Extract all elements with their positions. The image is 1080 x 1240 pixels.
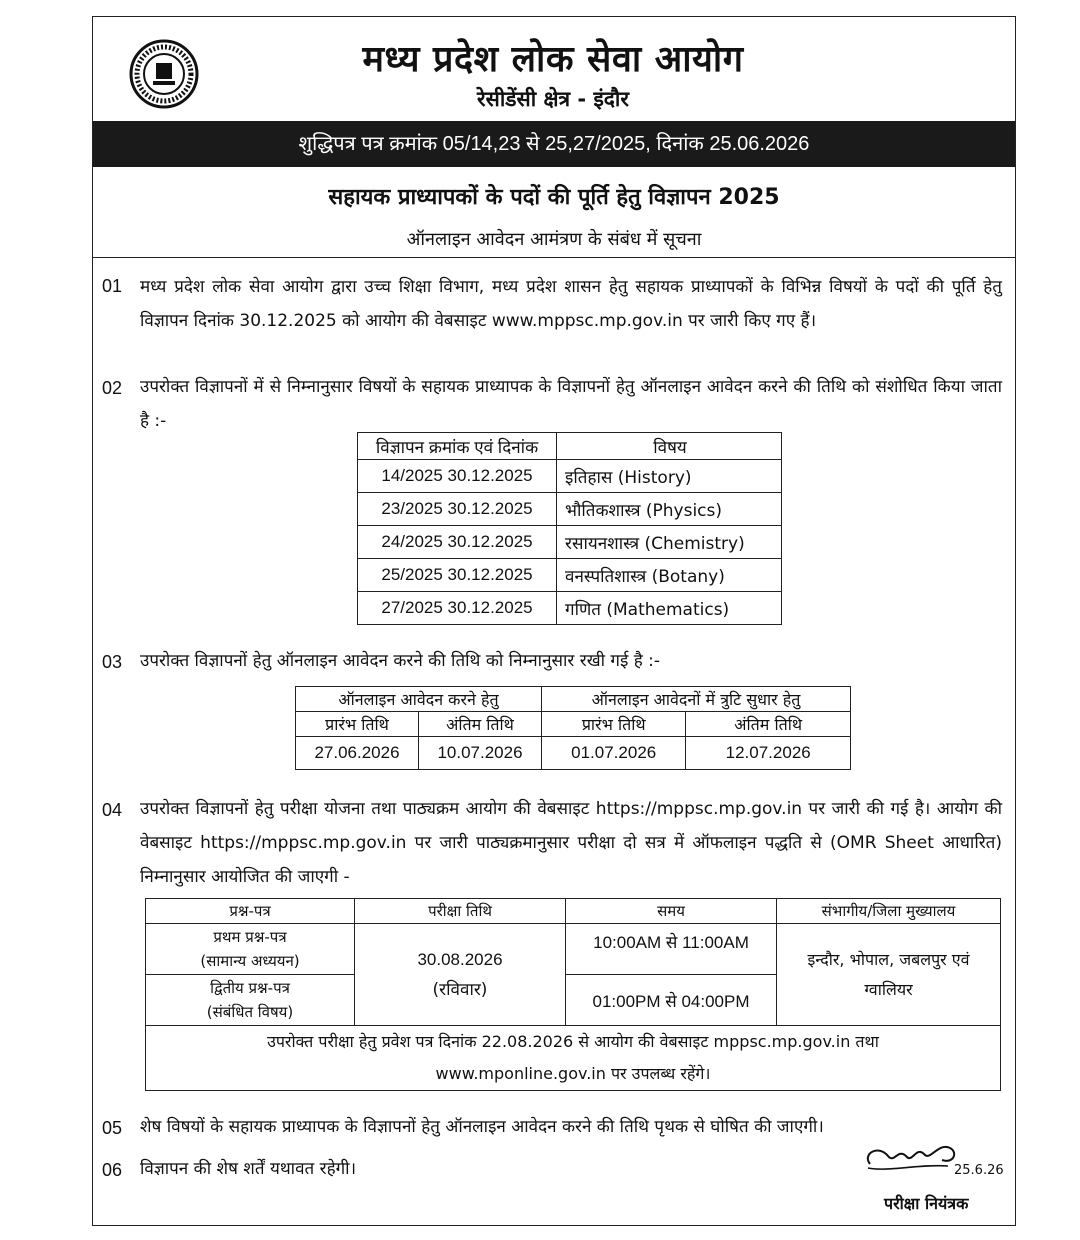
- exam-time-2: 01:00PM से 04:00PM: [566, 975, 777, 1026]
- table-cell: 25/2025 30.12.2025: [358, 559, 557, 592]
- table-row: [146, 924, 1001, 975]
- org-name: मध्य प्रदेश लोक सेवा आयोग: [362, 39, 744, 80]
- table-header: प्रारंभ तिथि: [542, 712, 686, 737]
- table-cell: भौतिकशास्त्र (Physics): [557, 493, 782, 526]
- table-cell: 27.06.2026: [296, 737, 419, 770]
- table-cell: 10.07.2026: [419, 737, 542, 770]
- exam-centres-line-2: ग्वालियर: [864, 979, 913, 999]
- paragraph-01: मध्य प्रदेश लोक सेवा आयोग द्वारा उच्च शिक्षा विभाग, मध्य प्रदेश शासन हेतु सहायक प्राध्यापकों के विभिन्न विषयों के पदों की पूर्ति हेतु विज्ञापन दिनांक 30.12.2025 को आयोग की वेबसाइट www.mppsc.mp.gov.in पर जारी किए गए हैं।: [140, 277, 1002, 331]
- table-header: समय: [566, 899, 777, 924]
- exam-day: (रविवार): [432, 979, 488, 1000]
- table-header: ऑनलाइन आवेदन करने हेतु: [296, 687, 542, 712]
- paper-2-subtitle: (संबंधित विषय): [206, 1003, 294, 1021]
- exam-centres-cell: [777, 924, 1001, 1026]
- paragraph-02: उपरोक्त विज्ञापनों में से निम्नानुसार विषयों के सहायक प्राध्यापक के विज्ञापनों हेतु ऑनलाइन आवेदन करने की तिथि को संशोधित किया जाता है :-: [140, 377, 1002, 431]
- paper-2-title: द्वितीय प्रश्न-पत्र: [210, 979, 290, 997]
- table-header: प्रश्न-पत्र: [146, 899, 355, 924]
- table-header: विषय: [557, 433, 782, 460]
- advertisement-band: [93, 167, 1015, 258]
- paragraph-05: शेष विषयों के सहायक प्राध्यापक के विज्ञापनों हेतु ऑनलाइन आवेदन करने की तिथि पृथक से घोषित की जाएगी।: [140, 1117, 824, 1137]
- signatory-designation: परीक्षा नियंत्रक: [884, 1194, 969, 1213]
- table-cell: इतिहास (History): [557, 460, 782, 493]
- table-row: [358, 592, 782, 625]
- admit-card-note-line-1: उपरोक्त परीक्षा हेतु प्रवेश पत्र दिनांक 22.08.2026 से आयोग की वेबसाइट mppsc.mp.gov.in तथा: [267, 1032, 879, 1051]
- paragraph-06: विज्ञापन की शेष शर्तें यथावत रहेगी।: [140, 1159, 357, 1179]
- paper-1-title: प्रथम प्रश्न-पत्र: [213, 928, 287, 946]
- dates-table: [295, 686, 851, 770]
- table-header-row: [296, 712, 851, 737]
- paragraph-number: 05: [102, 1118, 123, 1138]
- table-row: [296, 737, 851, 770]
- table-cell: 12.07.2026: [686, 737, 851, 770]
- corrigendum-bar: शुद्धिपत्र पत्र क्रमांक 05/14,23 से 25,27/2025, दिनांक 25.06.2026: [93, 121, 1015, 167]
- admit-card-note: [146, 1026, 1001, 1091]
- admit-card-note-line-2: www.mponline.gov.in पर उपलब्ध रहेंगे।: [435, 1064, 711, 1083]
- table-cell: रसायनशास्त्र (Chemistry): [557, 526, 782, 559]
- table-header-row: [296, 687, 851, 712]
- signature-icon: [858, 1134, 1008, 1186]
- table-cell: 23/2025 30.12.2025: [358, 493, 557, 526]
- paragraph-03: उपरोक्त विज्ञापनों हेतु ऑनलाइन आवेदन करने की तिथि को निम्नानुसार रखी गई है :-: [140, 651, 661, 671]
- advertisement-subtitle: ऑनलाइन आवेदन आमंत्रण के संबंध में सूचना: [406, 229, 702, 250]
- signature-date: 25.6.26: [954, 1163, 1004, 1178]
- table-header: अंतिम तिथि: [419, 712, 542, 737]
- table-header: विज्ञापन क्रमांक एवं दिनांक: [358, 433, 557, 460]
- notice-header: [93, 17, 1015, 122]
- table-row: [358, 460, 782, 493]
- org-region: रेसीडेंसी क्षेत्र - इंदौर: [477, 87, 629, 111]
- emblem-seal-icon: [129, 39, 199, 109]
- exam-time-1: 10:00AM से 11:00AM: [566, 924, 777, 975]
- exam-table: [145, 898, 1001, 1091]
- table-header: अंतिम तिथि: [686, 712, 851, 737]
- paragraph-04: उपरोक्त विज्ञापनों हेतु परीक्षा योजना तथा पाठ्यक्रम आयोग की वेबसाइट https://mppsc.mp.gov.in पर जारी की गई है। आयोग की वेबसाइट https://mppsc.mp.gov.in पर जारी पाठ्यक्रमानुसार परीक्षा दो सत्र में ऑफलाइन पद्धति से (OMR Sheet आधारित) निम्नानुसार आयोजित की जाएगी -: [140, 799, 1002, 887]
- paragraph-number: 03: [102, 652, 123, 672]
- table-header: संभागीय/जिला मुख्यालय: [777, 899, 1001, 924]
- table-cell: 14/2025 30.12.2025: [358, 460, 557, 493]
- table-header: प्रारंभ तिथि: [296, 712, 419, 737]
- table-cell: गणित (Mathematics): [557, 592, 782, 625]
- table-cell: [146, 924, 355, 975]
- table-cell: 24/2025 30.12.2025: [358, 526, 557, 559]
- table-row: [146, 1026, 1001, 1091]
- table-cell: [146, 975, 355, 1026]
- table-cell: 01.07.2026: [542, 737, 686, 770]
- paragraph-number: 01: [102, 276, 123, 296]
- paragraph-number: 04: [102, 800, 123, 820]
- advertisement-title: सहायक प्राध्यापकों के पदों की पूर्ति हेतु विज्ञापन 2025: [328, 185, 780, 210]
- subjects-table: [357, 432, 782, 625]
- paper-1-subtitle: (सामान्य अध्ययन): [200, 952, 300, 970]
- paragraph-number: 02: [102, 378, 123, 398]
- table-header-row: [358, 433, 782, 460]
- table-row: [358, 493, 782, 526]
- table-header-row: [146, 899, 1001, 924]
- exam-centres-line-1: इन्दौर, भोपाल, जबलपुर एवं: [807, 949, 970, 969]
- table-header: परीक्षा तिथि: [355, 899, 566, 924]
- table-row: [358, 559, 782, 592]
- table-header: ऑनलाइन आवेदनों में त्रुटि सुधार हेतु: [542, 687, 851, 712]
- paragraph-number: 06: [102, 1160, 123, 1180]
- table-cell: 27/2025 30.12.2025: [358, 592, 557, 625]
- exam-date: 30.08.2026: [417, 949, 503, 969]
- exam-date-cell: [355, 924, 566, 1026]
- table-row: [358, 526, 782, 559]
- table-cell: वनस्पतिशास्त्र (Botany): [557, 559, 782, 592]
